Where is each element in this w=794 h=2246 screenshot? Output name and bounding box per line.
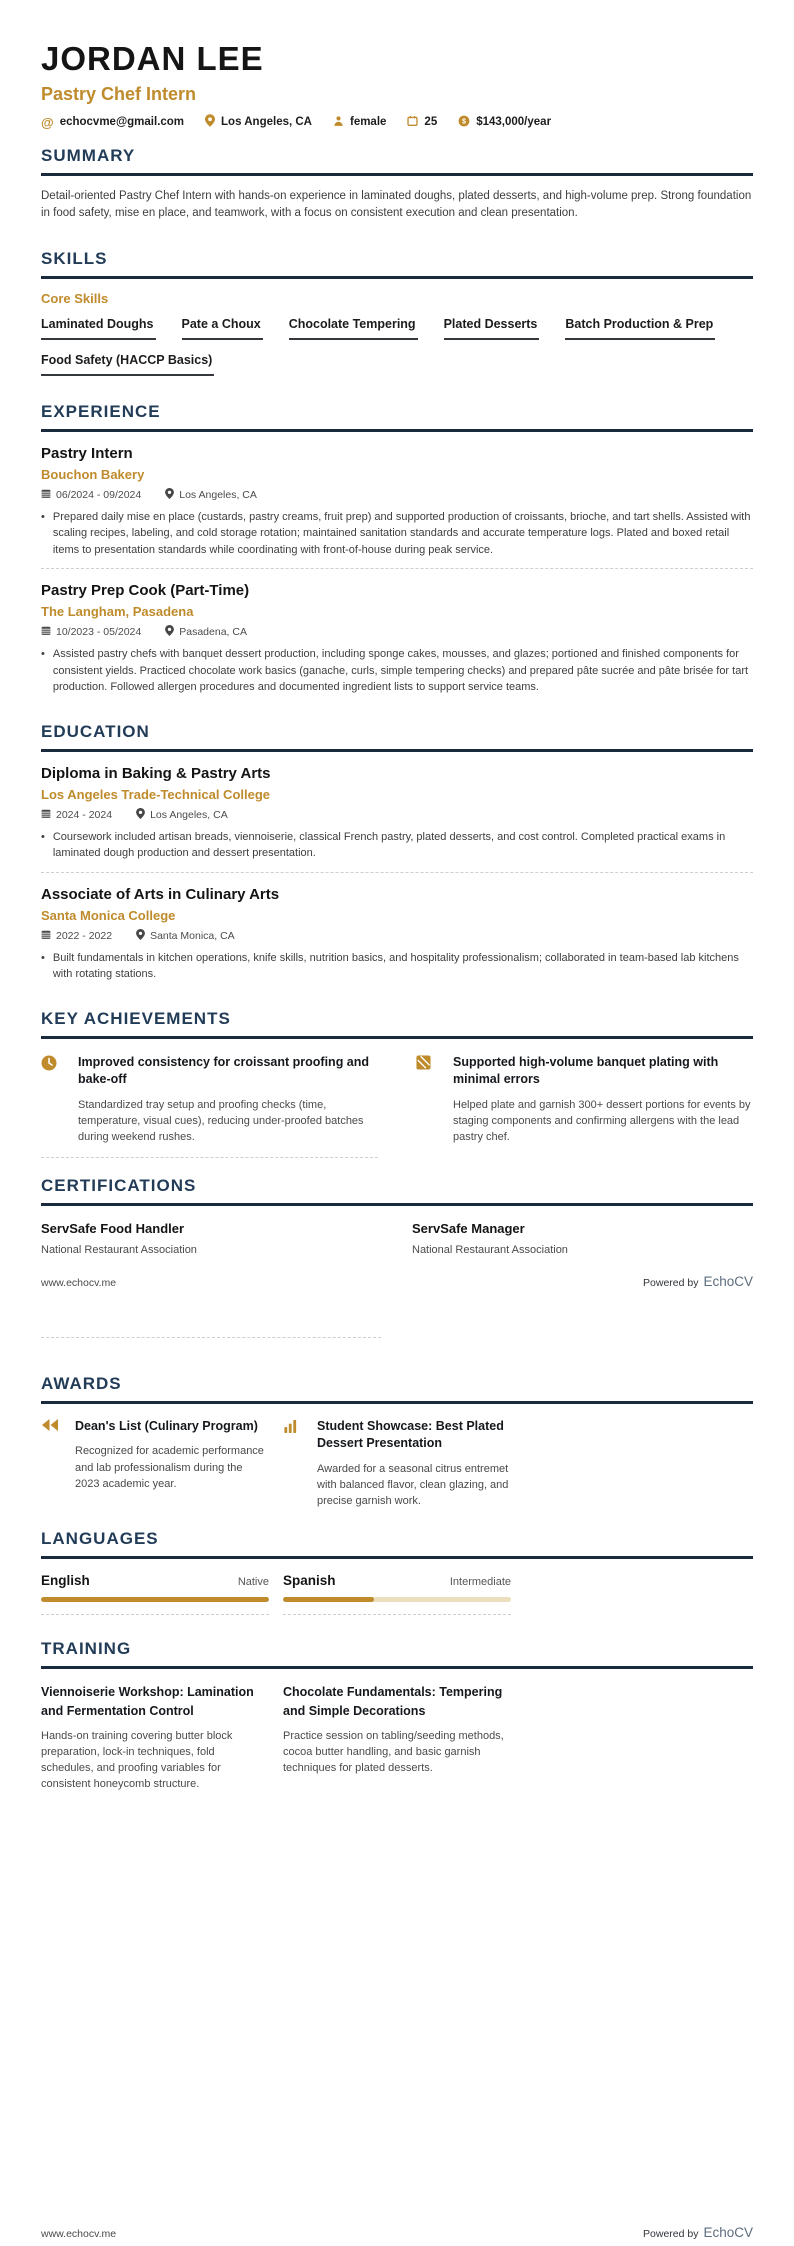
footer-site-link[interactable]: www.echocv.me [41, 2228, 117, 2240]
at-icon: @ [41, 114, 54, 130]
person-icon [333, 115, 344, 130]
contact-salary-text: $143,000/year [476, 116, 552, 128]
achievements-title: KEY ACHIEVEMENTS [41, 1008, 231, 1028]
bar-chart-icon [283, 1418, 301, 1509]
education-location [136, 929, 235, 943]
training-heading: Viennoiserie Workshop: Lamination and Fermentation Control [41, 1685, 254, 1718]
map-pin-icon [165, 488, 174, 502]
training-grid [41, 1683, 753, 1792]
certification-name: ServSafe Food Handler [41, 1220, 185, 1236]
awards-grid [41, 1418, 753, 1509]
experience-location [165, 488, 257, 502]
experience-bullet-text: • Prepared daily mise en place (custards, pastry creams, fruit prep) and supported production of croissants, brioche, and tart shells. Assisted with scaling recipes, labeling, and cold storage rotation; maintained sanitation standards and accurate temperature logs. Plated and boxed retail items to presentation standards while coordinating with front-of-house during peak service. [52, 510, 751, 556]
section-rule [41, 173, 753, 176]
certification-issuer: National Restaurant Association [412, 1243, 568, 1256]
certifications-grid [41, 1221, 753, 1256]
experience-company: Bouchon Bakery [41, 466, 145, 482]
calendar-icon [41, 808, 51, 822]
training-heading: Chocolate Fundamentals: Tempering and Simple Decorations [283, 1685, 503, 1718]
experience-role: Pastry Prep Cook (Part-Time) [41, 582, 250, 599]
education-meta [41, 929, 753, 943]
award-entry [41, 1418, 269, 1509]
clock-icon [41, 1054, 58, 1145]
section-rule [41, 1666, 753, 1669]
language-level: Native [237, 1576, 269, 1589]
summary-text: Detail-oriented Pastry Chef Intern with hands-on experience in laminated doughs, plated desserts, and high-volume prep. Strong foundation in food safety, mise en place, and teamwork, with a focus on consistent execution and clean presentation. [41, 190, 752, 220]
entry-divider [283, 1614, 511, 1615]
section-certifications [41, 1176, 753, 1256]
section-summary [41, 146, 753, 223]
education-location-text: Los Angeles, CA [150, 808, 228, 821]
experience-entry [41, 445, 753, 570]
contact-row [41, 114, 753, 130]
language-bar [283, 1597, 511, 1602]
education-meta [41, 808, 753, 822]
section-rule [41, 429, 753, 432]
map-pin-icon [205, 114, 215, 130]
experience-meta [41, 625, 753, 639]
certification-entry [412, 1221, 753, 1256]
skill-item: Batch Production & Prep [565, 317, 715, 340]
education-degree: Associate of Arts in Culinary Arts [41, 885, 280, 903]
contact-location-text: Los Angeles, CA [221, 116, 312, 128]
achievements-grid [41, 1054, 753, 1158]
contact-location [205, 114, 312, 130]
education-degree: Diploma in Baking & Pastry Arts [41, 764, 271, 782]
language-level: Intermediate [449, 1576, 511, 1589]
certification-name: ServSafe Manager [412, 1220, 525, 1236]
skill-item: Chocolate Tempering [289, 317, 418, 340]
achievement-heading: Supported high-volume banquet plating with minimal errors [453, 1054, 719, 1086]
language-bar-fill [41, 1597, 269, 1602]
pen-stripes-icon [416, 1054, 433, 1145]
person-name: JORDAN LEE [41, 40, 264, 77]
footer-brand-link[interactable]: EchoCV [703, 1273, 753, 1289]
achievement-entry [416, 1054, 753, 1158]
skills-title: SKILLS [41, 248, 108, 268]
experience-bullet-text: • Assisted pastry chefs with banquet dessert production, including sponge cakes, mousses, and glazes; portioned and finished components for consistent yields. Practiced chocolate work basics (ganache, curls, simple tempering checks) and prepared pâte sucrée and pâte brisée for tart production. Followed allergen procedures and documented ingredient lists to support service teams. [52, 648, 749, 693]
skill-item: Pate a Choux [182, 317, 263, 340]
section-rule [41, 1036, 753, 1039]
page1-footer [41, 1274, 753, 1289]
calendar-icon [41, 488, 51, 502]
training-title: TRAINING [41, 1639, 132, 1659]
education-bullet-text: • Coursework included artisan breads, viennoiserie, classical French pastry, plated desserts, and cost control. Completed practical exams in laminated dough production and dessert presentation. [52, 830, 726, 859]
section-rule [41, 749, 753, 752]
experience-title: EXPERIENCE [41, 401, 161, 421]
training-entry [283, 1683, 511, 1792]
section-rule [41, 1203, 753, 1206]
experience-role: Pastry Intern [41, 444, 133, 462]
education-dates [41, 808, 112, 822]
map-pin-icon [136, 808, 145, 822]
experience-company: The Langham, Pasadena [41, 604, 194, 619]
award-heading: Dean's List (Culinary Program) [75, 1418, 258, 1433]
section-awards [41, 1374, 753, 1509]
achievement-description: Helped plate and garnish 300+ dessert portions for events by staging components and confirming allergens with the lead pastry chef. [453, 1098, 751, 1143]
job-title: Pastry Chef Intern [41, 84, 197, 104]
skill-item: Laminated Doughs [41, 317, 156, 340]
skills-group-label: Core Skills [41, 290, 109, 306]
experience-meta [41, 488, 753, 502]
language-name: English [41, 1573, 90, 1589]
education-dates-text: 2024 - 2024 [56, 808, 113, 821]
experience-dates [41, 625, 141, 639]
footer-powered [643, 2225, 753, 2240]
section-training [41, 1639, 753, 1792]
language-bar [41, 1597, 269, 1602]
map-pin-icon [136, 929, 145, 943]
experience-location [165, 625, 247, 639]
education-bullet [41, 829, 753, 862]
section-rule [41, 276, 753, 279]
training-description: Practice session on tabling/seeding methods, cocoa butter handling, and basic garnish techniques for plated desserts. [283, 1729, 504, 1774]
skill-item: Food Safety (HACCP Basics) [41, 353, 214, 376]
summary-title: SUMMARY [41, 146, 136, 165]
footer-powered [643, 1274, 753, 1289]
contact-email-text: echocvme@gmail.com [59, 116, 185, 128]
section-education [41, 722, 753, 983]
award-description: Awarded for a seasonal citrus entremet with balanced flavor, clean glazing, and precise garnish work. [317, 1462, 509, 1508]
section-rule [41, 1556, 753, 1559]
experience-dates-text: 06/2024 - 09/2024 [56, 488, 142, 501]
entry-divider [41, 568, 753, 569]
calendar-icon [407, 115, 418, 130]
section-languages [41, 1529, 753, 1615]
coin-icon [458, 115, 470, 130]
education-bullet [41, 950, 753, 983]
education-school: Santa Monica College [41, 907, 176, 923]
language-name: Spanish [283, 1573, 336, 1589]
skill-item: Plated Desserts [444, 317, 540, 340]
rewind-icon [41, 1418, 59, 1509]
footer-brand-link[interactable]: EchoCV [703, 2225, 753, 2240]
calendar-icon [41, 625, 51, 639]
education-dates [41, 929, 112, 943]
languages-grid [41, 1573, 753, 1615]
section-rule [41, 1401, 753, 1404]
education-entry [41, 765, 753, 873]
language-entry [41, 1573, 269, 1615]
certifications-title: CERTIFICATIONS [41, 1175, 197, 1195]
skills-list [41, 317, 753, 376]
resume-header [41, 40, 753, 130]
section-experience [41, 402, 753, 696]
language-entry [283, 1573, 511, 1615]
languages-title: LANGUAGES [41, 1529, 159, 1549]
entry-divider [41, 1614, 269, 1615]
award-entry [283, 1418, 511, 1509]
experience-bullet [41, 646, 753, 696]
entry-divider [41, 872, 753, 873]
education-entry [41, 886, 753, 983]
education-dates-text: 2022 - 2022 [56, 929, 113, 942]
section-achievements [41, 1009, 753, 1158]
education-location [136, 808, 228, 822]
contact-email[interactable] [41, 116, 184, 129]
education-bullet-text: • Built fundamentals in kitchen operations, knife skills, nutrition basics, and hospitality professionalism; collaborated in team-based lab kitchens with rotating stations. [52, 951, 739, 980]
experience-location-text: Pasadena, CA [179, 626, 247, 638]
contact-age-text: 25 [424, 116, 438, 128]
achievement-heading: Improved consistency for croissant proofing and bake-off [78, 1054, 370, 1086]
award-description: Recognized for academic performance and lab professionalism during the 2023 academic year. [75, 1445, 264, 1490]
training-entry [41, 1683, 269, 1792]
education-location-text: Santa Monica, CA [150, 929, 235, 942]
experience-entry [41, 582, 753, 696]
calendar-icon [41, 929, 51, 943]
section-skills [41, 249, 753, 376]
training-description: Hands-on training covering butter block preparation, lock-in techniques, fold schedules, and proofing variables for consistent honeycomb structure. [41, 1729, 233, 1791]
certification-entry [41, 1221, 382, 1256]
svg-text:$: $ [462, 117, 467, 126]
language-bar-fill [283, 1597, 374, 1602]
footer-powered-label: Powered by [643, 1276, 699, 1289]
footer-powered-label: Powered by [643, 2228, 699, 2240]
contact-age [407, 115, 437, 130]
entry-divider [41, 1337, 381, 1338]
award-heading: Student Showcase: Best Plated Dessert Presentation [317, 1418, 504, 1451]
experience-location-text: Los Angeles, CA [179, 488, 257, 501]
footer-site-link[interactable]: www.echocv.me [41, 1276, 117, 1289]
page2-footer [41, 2225, 753, 2240]
education-school: Los Angeles Trade-Technical College [41, 786, 271, 802]
entry-divider [41, 1157, 378, 1158]
experience-dates [41, 488, 141, 502]
experience-dates-text: 10/2023 - 05/2024 [56, 626, 142, 638]
achievement-description: Standardized tray setup and proofing checks (time, temperature, visual cues), reducing under-proofed batches during weekend rushes. [78, 1098, 364, 1143]
education-title: EDUCATION [41, 721, 150, 741]
awards-title: AWARDS [41, 1373, 122, 1393]
certification-issuer: National Restaurant Association [41, 1243, 197, 1256]
experience-bullet [41, 509, 753, 559]
contact-gender-text: female [349, 116, 387, 128]
map-pin-icon [165, 625, 174, 639]
achievement-entry [41, 1054, 378, 1158]
contact-gender [333, 115, 386, 130]
contact-salary [458, 115, 551, 130]
